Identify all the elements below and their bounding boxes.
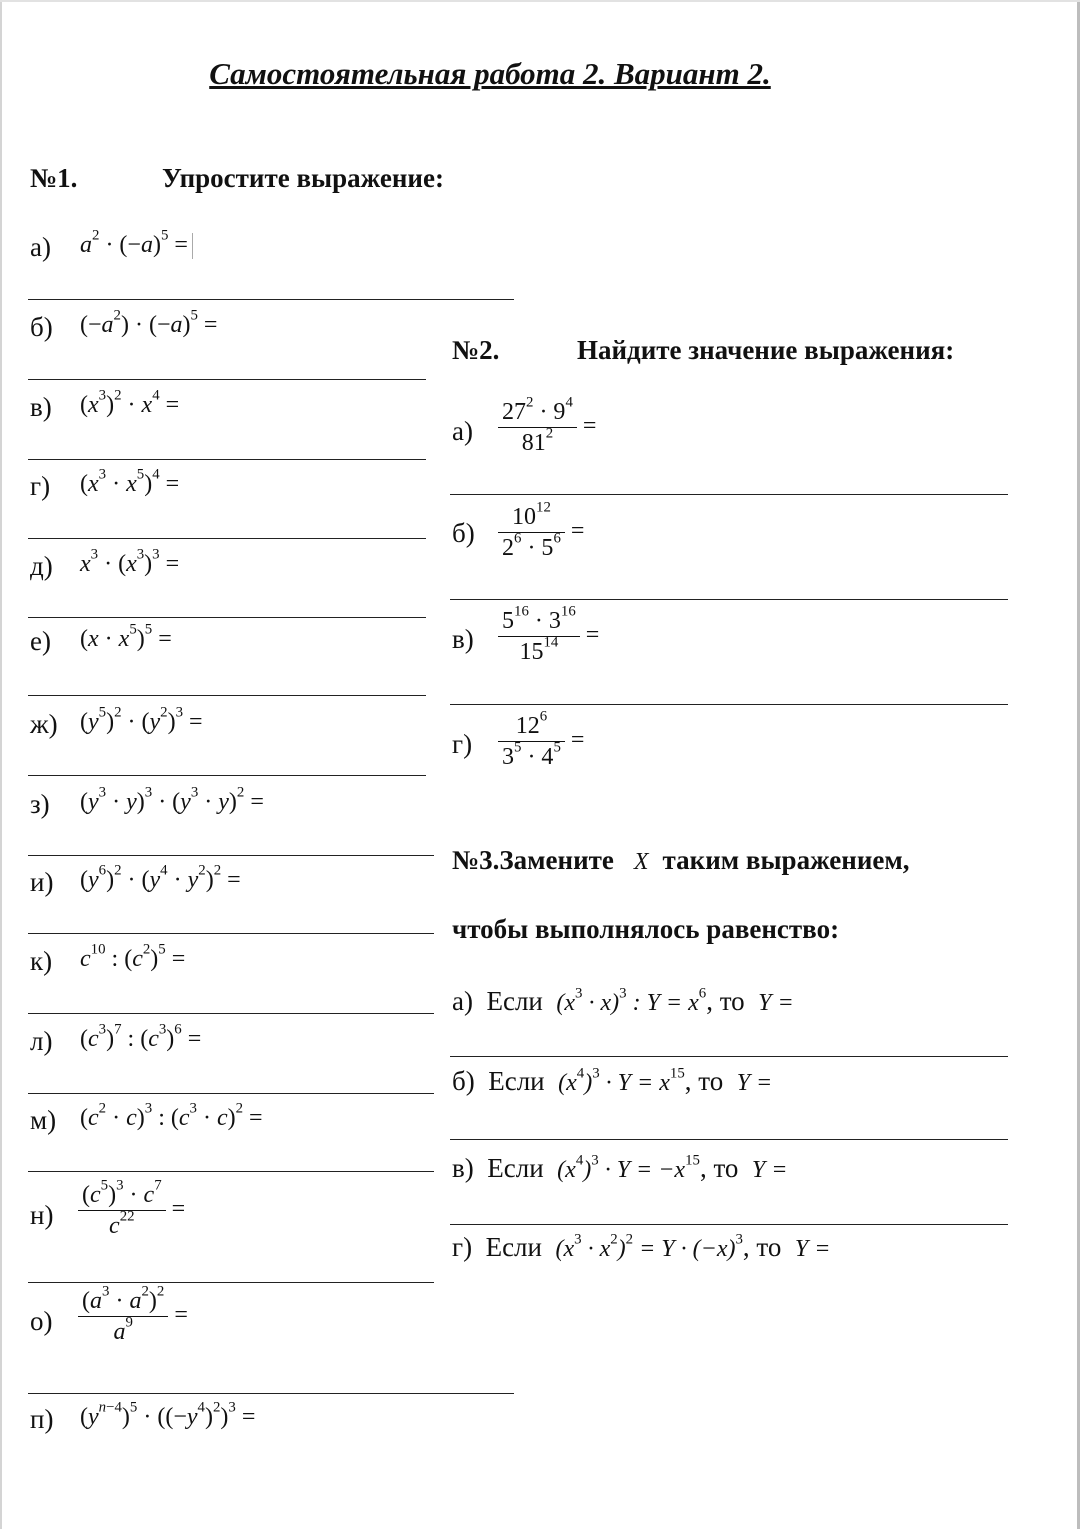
- task1-expr-a: $a^2 \cdot (-a)^5$ =: [80, 232, 193, 259]
- task1-expr-m: $(c^2 \cdot c)^3$ : $(c^3 \cdot c)^2$ =: [80, 1100, 263, 1131]
- answer-line-1z: [28, 855, 434, 856]
- task1-label-p: п): [30, 1404, 54, 1434]
- answer-line-1o: [28, 1393, 514, 1394]
- answer-line-3v: [450, 1224, 1008, 1225]
- task3-variable: X: [633, 849, 649, 875]
- task3-heading-line2: чтобы выполнялось равенство:: [452, 914, 840, 944]
- task1-label-v: в): [30, 392, 52, 422]
- task2-expr-v: $\frac{5^{16} \cdot 3^{16}}{15^{14}}$ =: [498, 606, 599, 667]
- task1-expr-n: $\frac{(c^5)^3 \cdot c^7}{c^{22}}$ =: [78, 1180, 185, 1241]
- task1-expr-o: $\frac{(a^3 \cdot a^2)^2}{a^9}$ =: [78, 1286, 188, 1347]
- page-left-edge: [0, 0, 2, 1529]
- answer-line-1a: [28, 299, 514, 300]
- answer-line-1k: [28, 1013, 434, 1014]
- task1-label-m: м): [30, 1105, 57, 1135]
- answer-line-2a: [450, 494, 1008, 495]
- task1-label-k: к): [30, 946, 53, 976]
- task1-label-o: о): [30, 1306, 53, 1336]
- answer-line-1n: [28, 1282, 434, 1283]
- fraction-2g: $\frac{12^6}{3^5 \cdot 4^5}$: [498, 711, 565, 772]
- task2-label-b: б): [452, 518, 475, 548]
- answer-line-1e: [28, 695, 426, 696]
- task1-label-g: г): [30, 471, 51, 501]
- task2-expr-b: $\frac{10^{12}}{2^6 \cdot 5^6}$ =: [498, 502, 584, 563]
- task3-item-v: в) Если $(x^4)^3 \cdot Y = -x^{15}$, то Y =: [452, 1152, 788, 1183]
- task3-heading-line1: [452, 845, 910, 876]
- task2-expr-g: $\frac{12^6}{3^5 \cdot 4^5}$ =: [498, 711, 584, 772]
- fraction-n: $\frac{(c^5)^3 \cdot c^7}{c^{22}}$: [78, 1180, 166, 1241]
- answer-line-2v: [450, 704, 1008, 705]
- answer-line-1m: [28, 1171, 434, 1172]
- answer-line-1v: [28, 459, 426, 460]
- task1-label-i: и): [30, 867, 54, 897]
- task1-label-d: д): [30, 551, 53, 581]
- task2-number: №2.: [452, 335, 500, 365]
- task1-expr-d: $x^3 \cdot (x^3)^3$ =: [80, 546, 180, 577]
- page-top-edge: [0, 0, 1080, 2]
- task3-item-a: а) Если $(x^3 \cdot x)^3$ : $Y = x^6$, то Y =: [452, 985, 794, 1016]
- page-title: Самостоятельная работа 2. Вариант 2.: [209, 56, 771, 91]
- task1-expr-b: $(-a^2) \cdot (-a)^5$ =: [80, 307, 218, 338]
- answer-line-1b: [28, 379, 426, 380]
- task3-item-g: г) Если $(x^3 \cdot x^2)^2 = Y \cdot (-x)^3$, то Y =: [452, 1231, 831, 1262]
- task2-expr-a: $\frac{27^2 \cdot 9^4}{81^2}$ =: [498, 397, 596, 458]
- task1-label-z: з): [30, 789, 50, 819]
- task1-label-zh: ж): [30, 709, 58, 739]
- task1-number: №1.: [30, 163, 78, 193]
- answer-line-1g: [28, 538, 426, 539]
- task3-lead: №3.Замените: [452, 845, 614, 875]
- answer-line-1i: [28, 933, 434, 934]
- task1-expr-p: $(y^{n-4})^5 \cdot ((-y^4)^2)^3$ =: [80, 1399, 256, 1430]
- task1-expr-z: $(y^3 \cdot y)^3 \cdot (y^3 \cdot y)^2$ =: [80, 784, 264, 815]
- answer-line-1zh: [28, 775, 426, 776]
- task1-expr-e: $(x \cdot x^5)^5$ =: [80, 621, 172, 652]
- task1-expr-l: $(c^3)^7$ : $(c^3)^6$ =: [80, 1021, 202, 1052]
- task1-expr-i: $(y^6)^2 \cdot (y^4 \cdot y^2)^2$ =: [80, 862, 241, 893]
- fraction-o: $\frac{(a^3 \cdot a^2)^2}{a^9}$: [78, 1286, 168, 1347]
- task1-expr-k: $c^{10}$ : $(c^2)^5$ =: [80, 941, 186, 972]
- task2-label-g: г): [452, 729, 473, 759]
- task1-instruction: Упростите выражение:: [162, 163, 444, 193]
- task2-label-a: а): [452, 416, 473, 446]
- answer-line-1d: [28, 617, 426, 618]
- task3-lead-rest: таким выражением,: [662, 845, 910, 875]
- fraction-2a: $\frac{27^2 \cdot 9^4}{81^2}$: [498, 397, 577, 458]
- task2-instruction: Найдите значение выражения:: [577, 335, 955, 365]
- task2-label-v: в): [452, 624, 474, 654]
- task1-label-e: е): [30, 626, 51, 656]
- answer-line-1l: [28, 1093, 434, 1094]
- task1-expr-v: $(x^3)^2 \cdot x^4$ =: [80, 387, 180, 418]
- task1-label-l: л): [30, 1026, 53, 1056]
- task1-label-b: б): [30, 312, 53, 342]
- fraction-2v: $\frac{5^{16} \cdot 3^{16}}{15^{14}}$: [498, 606, 580, 667]
- task1-label-a: а): [30, 232, 51, 262]
- answer-line-2b: [450, 599, 1008, 600]
- task1-label-n: н): [30, 1200, 54, 1230]
- task1-expr-g: $(x^3 \cdot x^5)^4$ =: [80, 466, 180, 497]
- answer-line-3a: [450, 1056, 1008, 1057]
- answer-line-3b: [450, 1139, 1008, 1140]
- task1-expr-zh: $(y^5)^2 \cdot (y^2)^3$ =: [80, 704, 203, 735]
- text-cursor: [192, 233, 193, 259]
- task3-item-b: б) Если $(x^4)^3 \cdot Y = x^{15}$, то Y =: [452, 1065, 773, 1096]
- fraction-2b: $\frac{10^{12}}{2^6 \cdot 5^6}$: [498, 502, 565, 563]
